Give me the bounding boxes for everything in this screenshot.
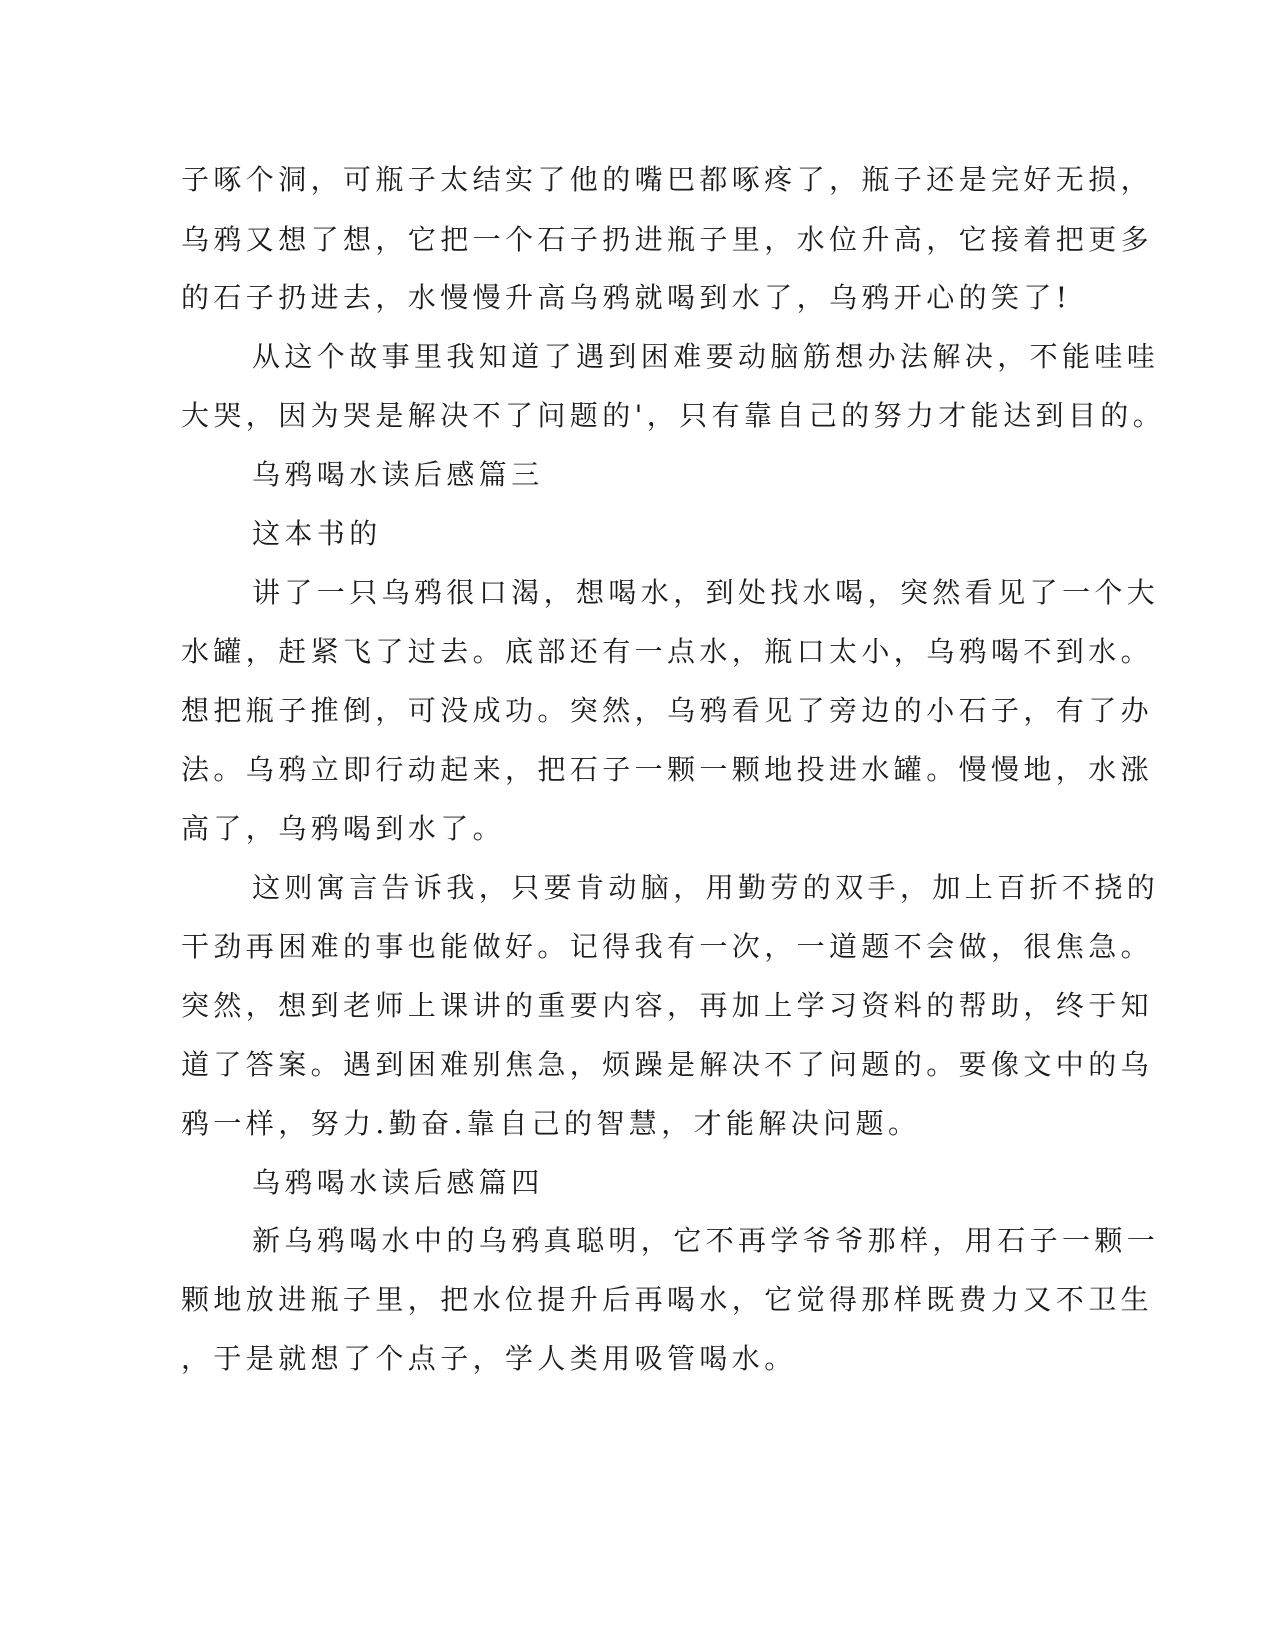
text-line: 法。乌鸦立即行动起来，把石子一颗一颗地投进水罐。慢慢地，水涨 [181,753,1154,786]
text-line: 乌鸦又想了想，它把一个石子扔进瓶子里，水位升高，它接着把更多 [181,223,1154,256]
text-line: 讲了一只乌鸦很口渴，想喝水，到处找水喝，突然看见了一个大 [252,576,1160,609]
text-line: 大哭，因为哭是解决不了问题的'，只有靠自己的努力才能达到目的。 [181,399,1166,432]
text-line: 这本书的 [252,517,382,550]
text-line: 干劲再困难的事也能做好。记得我有一次，一道题不会做，很焦急。 [181,930,1154,963]
text-line: 想把瓶子推倒，可没成功。突然，乌鸦看见了旁边的小石子，有了办 [181,694,1154,727]
text-line: ，于是就想了个点子，学人类用吸管喝水。 [181,1342,797,1375]
text-line: 的石子扔进去，水慢慢升高乌鸦就喝到水了，乌鸦开心的笑了! [181,281,1072,314]
text-line: 鸦一样，努力.勤奋.靠自己的智慧，才能解决问题。 [181,1107,921,1140]
text-line: 突然，想到老师上课讲的重要内容，再加上学习资料的帮助，终于知 [181,989,1154,1022]
text-line: 这则寓言告诉我，只要肯动脑，用勤劳的双手，加上百折不挠的 [252,871,1160,904]
text-line: 水罐，赶紧飞了过去。底部还有一点水，瓶口太小，乌鸦喝不到水。 [181,635,1154,668]
text-line: 子啄个洞，可瓶子太结实了他的嘴巴都啄疼了，瓶子还是完好无损， [181,163,1154,196]
text-line: 从这个故事里我知道了遇到困难要动脑筋想办法解决，不能哇哇 [252,340,1160,373]
text-line: 高了，乌鸦喝到水了。 [181,812,506,845]
text-line: 道了答案。遇到困难别焦急，烦躁是解决不了问题的。要像文中的乌 [181,1048,1154,1081]
text-line: 颗地放进瓶子里，把水位提升后再喝水，它觉得那样既费力又不卫生 [181,1283,1154,1316]
text-line: 新乌鸦喝水中的乌鸦真聪明，它不再学爷爷那样，用石子一颗一 [252,1224,1160,1257]
section-heading: 乌鸦喝水读后感篇四 [252,1166,544,1199]
section-heading: 乌鸦喝水读后感篇三 [252,458,544,491]
